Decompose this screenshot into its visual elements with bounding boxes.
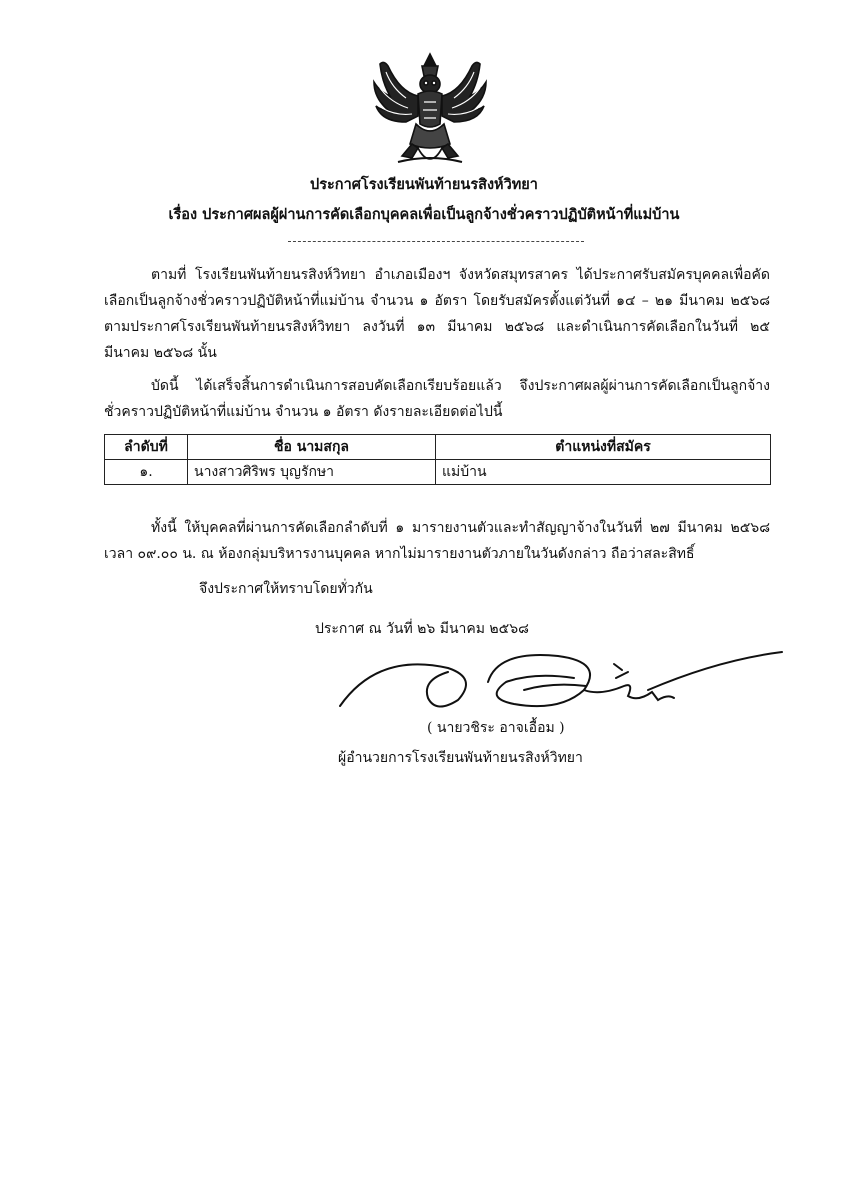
- announcement-title: ประกาศโรงเรียนพันท้ายนรสิงห์วิทยา: [310, 176, 538, 193]
- column-header-name: ชื่อ นามสกุล: [188, 435, 436, 460]
- signer-name: ( นายวชิระ อาจเอื้อม ): [427, 720, 565, 736]
- paragraph-report-instructions: ทั้งนี้ ให้บุคคลที่ผ่านการคัดเลือกลำดับที่ ๑ มารายงานตัวและทำสัญญาจ้างในวันที่ ๒๗ มีนาคม ๒๕๖๘ เวลา ๐๙.๐๐ น. ณ ห้องกลุ่มบริหารงานบุคคล หากไม่มารายงานตัวภายในวันดังกล่าว ถือว่าสละสิทธิ์: [104, 520, 770, 562]
- separator-line: [288, 241, 584, 242]
- signer-position: ผู้อำนวยการโรงเรียนพันท้ายนรสิงห์วิทยา: [338, 750, 583, 766]
- cell-position: แม่บ้าน: [436, 460, 771, 485]
- table-header-row: [105, 435, 771, 460]
- announcement-subject: เรื่อง ประกาศผลผู้ผ่านการคัดเลือกบุคคลเพื่อเป็นลูกจ้างชั่วคราวปฏิบัติหน้าที่แม่บ้าน: [168, 206, 680, 223]
- column-header-order: ลำดับที่: [105, 435, 188, 460]
- garuda-emblem-icon: [372, 52, 488, 170]
- column-header-position: ตำแหน่งที่สมัคร: [436, 435, 771, 460]
- handwritten-signature-icon: [338, 642, 784, 724]
- announce-line: จึงประกาศให้ทราบโดยทั่วกัน: [199, 581, 373, 597]
- cell-name: นางสาวศิริพร บุญรักษา: [188, 460, 436, 485]
- table-row: [105, 460, 771, 485]
- announcement-date: ประกาศ ณ วันที่ ๒๖ มีนาคม ๒๕๖๘: [315, 621, 529, 637]
- paragraph-background: ตามที่ โรงเรียนพันท้ายนรสิงห์วิทยา อำเภอเมืองฯ จังหวัดสมุทรสาคร ได้ประกาศรับสมัครบุคคลเพื่อคัดเลือกเป็นลูกจ้างชั่วคราวปฏิบัติหน้าที่แม่บ้าน จำนวน ๑ อัตรา โดยรับสมัครตั้งแต่วันที่ ๑๔ – ๒๑ มีนาคม ๒๕๖๘ ตามประกาศโรงเรียนพันท้ายนรสิงห์วิทยา ลงวันที่ ๑๓ มีนาคม ๒๕๖๘ และดำเนินการคัดเลือกในวันที่ ๒๕ มีนาคม ๒๕๖๘ นั้น: [104, 267, 770, 361]
- result-table: [104, 434, 771, 485]
- paragraph-result-intro: บัดนี้ ได้เสร็จสิ้นการดำเนินการสอบคัดเลือกเรียบร้อยแล้ว จึงประกาศผลผู้ผ่านการคัดเลือกเป็นลูกจ้างชั่วคราวปฏิบัติหน้าที่แม่บ้าน จำนวน ๑ อัตรา ดังรายละเอียดต่อไปนี้: [104, 378, 770, 420]
- cell-order: ๑.: [105, 460, 188, 485]
